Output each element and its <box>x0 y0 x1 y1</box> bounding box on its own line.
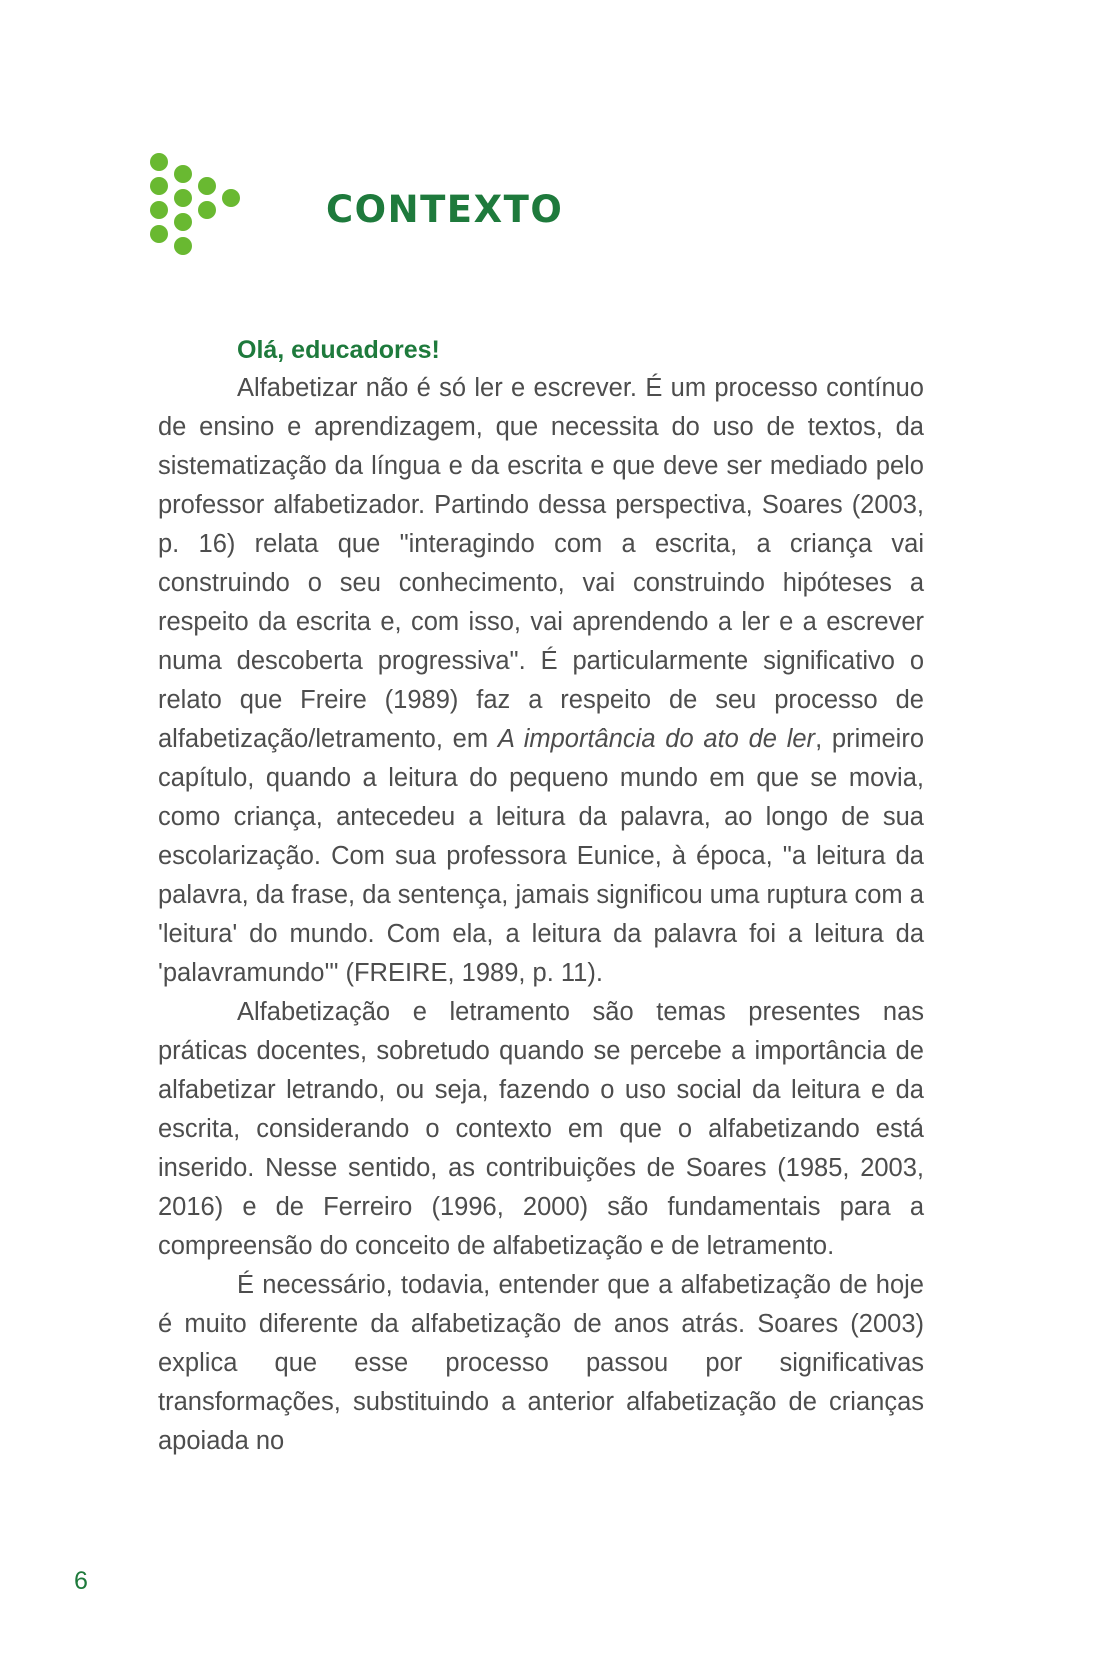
logo-dot <box>174 189 192 207</box>
body-paragraph <box>158 369 924 993</box>
page-number: 6 <box>74 1567 88 1595</box>
logo-dot <box>150 177 168 195</box>
logo-dot <box>150 201 168 219</box>
paragraph-text: É necessário, todavia, entender que a alfabetização de hoje é muito diferente da alfabetização de anos atrás. Soares (2003) explica que esse processo passou por significativas transformações, substituindo a anterior alfabetização de crianças apoiada no <box>158 1271 924 1455</box>
logo-dot <box>174 237 192 255</box>
section-title: CONTEXTO <box>326 188 564 231</box>
paragraph-text: Alfabetizar não é só ler e escrever. É um processo contínuo de ensino e aprendizagem, que necessita do uso de textos, da sistematização da língua e da escrita e que deve ser mediado pelo professor alfabetizador. Partindo dessa perspectiva, Soares (2003, p. 16) relata que "interagindo com a escrita, a criança vai construindo o seu conhecimento, vai construindo hipóteses a respeito da escrita e, com isso, vai aprendendo a ler e a escrever numa descoberta progressiva". É particularmente significativo o relato que Freire (1989) faz a respeito de seu processo de alfabetização/letramento, em <box>158 374 924 753</box>
green-dots-arrow-icon <box>150 153 260 263</box>
content-body <box>158 331 924 1461</box>
logo-dot <box>198 201 216 219</box>
logo-dot <box>222 189 240 207</box>
body-paragraph <box>158 993 924 1266</box>
italic-title-text: A importância do ato de ler <box>497 725 816 753</box>
logo-dot <box>174 213 192 231</box>
body-paragraph <box>158 1266 924 1461</box>
dots-logo-svg <box>150 153 260 263</box>
paragraph-text: Alfabetização e letramento são temas presentes nas práticas docentes, sobretudo quando se percebe a importância de alfabetizar letrando, ou seja, fazendo o uso social da leitura e da escrita, considerando o contexto em que o alfabetizando está inserido. Nesse sentido, as contribuições de Soares (1985, 2003, 2016) e de Ferreiro (1996, 2000) são fundamentais para a compreensão do conceito de alfabetização e de letramento. <box>158 998 924 1260</box>
paragraphs-container <box>158 369 924 1461</box>
logo-dot <box>150 153 168 171</box>
paragraph-text: , primeiro capítulo, quando a leitura do pequeno mundo em que se movia, como criança, antecedeu a leitura da palavra, ao longo de sua escolarização. Com sua professora Eunice, à época, "a leitura da palavra, da frase, da sentença, jamais significou uma ruptura com a 'leitura' do mundo. Com ela, a leitura da palavra foi a leitura da 'palavramundo'" (FREIRE, 1989, p. 11). <box>158 725 925 987</box>
logo-dot <box>198 177 216 195</box>
greeting-heading: Olá, educadores! <box>237 336 440 364</box>
logo-dot <box>150 225 168 243</box>
logo-dot <box>174 165 192 183</box>
